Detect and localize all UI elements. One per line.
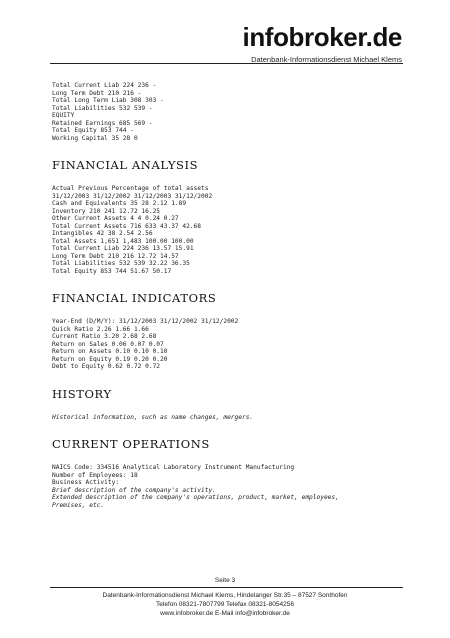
balance-line: Retained Earnings 685 569 - bbox=[52, 119, 153, 127]
history-text: Historical information, such as name changes, mergers. bbox=[52, 413, 254, 421]
footer-address: Datenbank-Informationsdienst Michael Klems, Hindelanger Str.35 – 87527 Sonthofen bbox=[102, 592, 348, 599]
balance-line: Total Liabilities 532 539 - bbox=[52, 104, 153, 112]
operations-description-line: Extended description of the company's operations, product, market, employees, bbox=[52, 494, 339, 501]
balance-line: Total Current Liab 224 236 - bbox=[52, 82, 157, 89]
analysis-line: Total Equity 853 744 51.67 50.17 bbox=[52, 267, 172, 275]
page-header bbox=[0, 0, 450, 70]
indicator-line: Return on Equity 0.19 0.20 0.20 bbox=[52, 355, 168, 363]
indicator-line: Current Ratio 3.20 2.68 2.68 bbox=[52, 333, 157, 340]
brand-subtitle: Datenbank-Informationsdienst Michael Klems bbox=[251, 55, 402, 64]
analysis-line: Actual Previous Percentage of total assets bbox=[52, 185, 209, 192]
report-content bbox=[52, 82, 397, 509]
operations-line: NAICS Code: 334516 Analytical Laboratory Instrument Manufacturing bbox=[52, 464, 295, 471]
indicator-line: Quick Ratio 2.26 1.66 1.66 bbox=[52, 325, 149, 333]
footer-divider bbox=[50, 587, 403, 588]
analysis-line: Other Current Assets 4 4 0.24 0.27 bbox=[52, 215, 179, 222]
brand-logo-text: infobroker.de bbox=[242, 22, 402, 52]
operations-line: Number of Employees: 18 bbox=[52, 471, 138, 479]
current-operations-heading: CURRENT OPERATIONS bbox=[52, 437, 210, 451]
analysis-line: Inventory 210 241 12.72 16.25 bbox=[52, 207, 161, 215]
balance-line: Working Capital 35 28 0 bbox=[52, 134, 138, 142]
indicator-line: Return on Sales 0.06 0.07 0.07 bbox=[52, 340, 164, 348]
footer-phone: Telefon 08321-7807799 Telefax 08321-8054256 bbox=[156, 601, 294, 608]
financial-analysis-block bbox=[52, 185, 397, 275]
analysis-line: Intangibles 42 38 2.54 2.56 bbox=[52, 230, 153, 237]
footer-contact: www.infobroker.de E-Mail info@infobroker.de bbox=[160, 610, 290, 617]
analysis-line: Total Liabilities 532 539 32.22 36.35 bbox=[52, 260, 190, 267]
operations-line: Business Activity: bbox=[52, 479, 120, 486]
financial-analysis-heading: FINANCIAL ANALYSIS bbox=[52, 158, 199, 172]
current-operations-block bbox=[52, 464, 397, 509]
analysis-line: Total Assets 1,651 1,483 100.00 100.00 bbox=[52, 237, 194, 245]
financial-indicators-block bbox=[52, 318, 397, 371]
analysis-line: Long Term Debt 210 216 12.72 14.57 bbox=[52, 252, 179, 260]
balance-line: EQUITY bbox=[52, 112, 75, 119]
financial-indicators-heading: FINANCIAL INDICATORS bbox=[52, 291, 217, 305]
indicator-line: Year-End (D/M/Y): 31/12/2003 31/12/2002 31/12/2002 bbox=[52, 318, 239, 325]
balance-sheet-block bbox=[52, 82, 397, 142]
balance-line: Long Term Debt 210 216 - bbox=[52, 89, 142, 97]
history-heading: HISTORY bbox=[52, 386, 112, 401]
analysis-line: 31/12/2003 31/12/2002 31/12/2003 31/12/2002 bbox=[52, 192, 213, 200]
indicator-line: Return on Assets 0.10 0.10 0.10 bbox=[52, 348, 168, 355]
analysis-line: Total Current Assets 716 633 43.37 42.68 bbox=[52, 222, 202, 230]
analysis-line: Cash and Equivalents 35 28 2.12 1.89 bbox=[52, 200, 187, 207]
balance-line: Total Long Term Liab 308 303 - bbox=[52, 97, 164, 104]
operations-description-line: Premises, etc. bbox=[52, 501, 105, 509]
operations-description-line: Brief description of the company's activity. bbox=[52, 486, 216, 494]
analysis-line: Total Current Liab 224 236 13.57 15.91 bbox=[52, 245, 194, 252]
indicator-line: Debt to Equity 0.62 0.72 0.72 bbox=[52, 363, 161, 370]
balance-line: Total Equity 853 744 - bbox=[52, 127, 134, 134]
page-number: Seite 3 bbox=[214, 577, 236, 584]
